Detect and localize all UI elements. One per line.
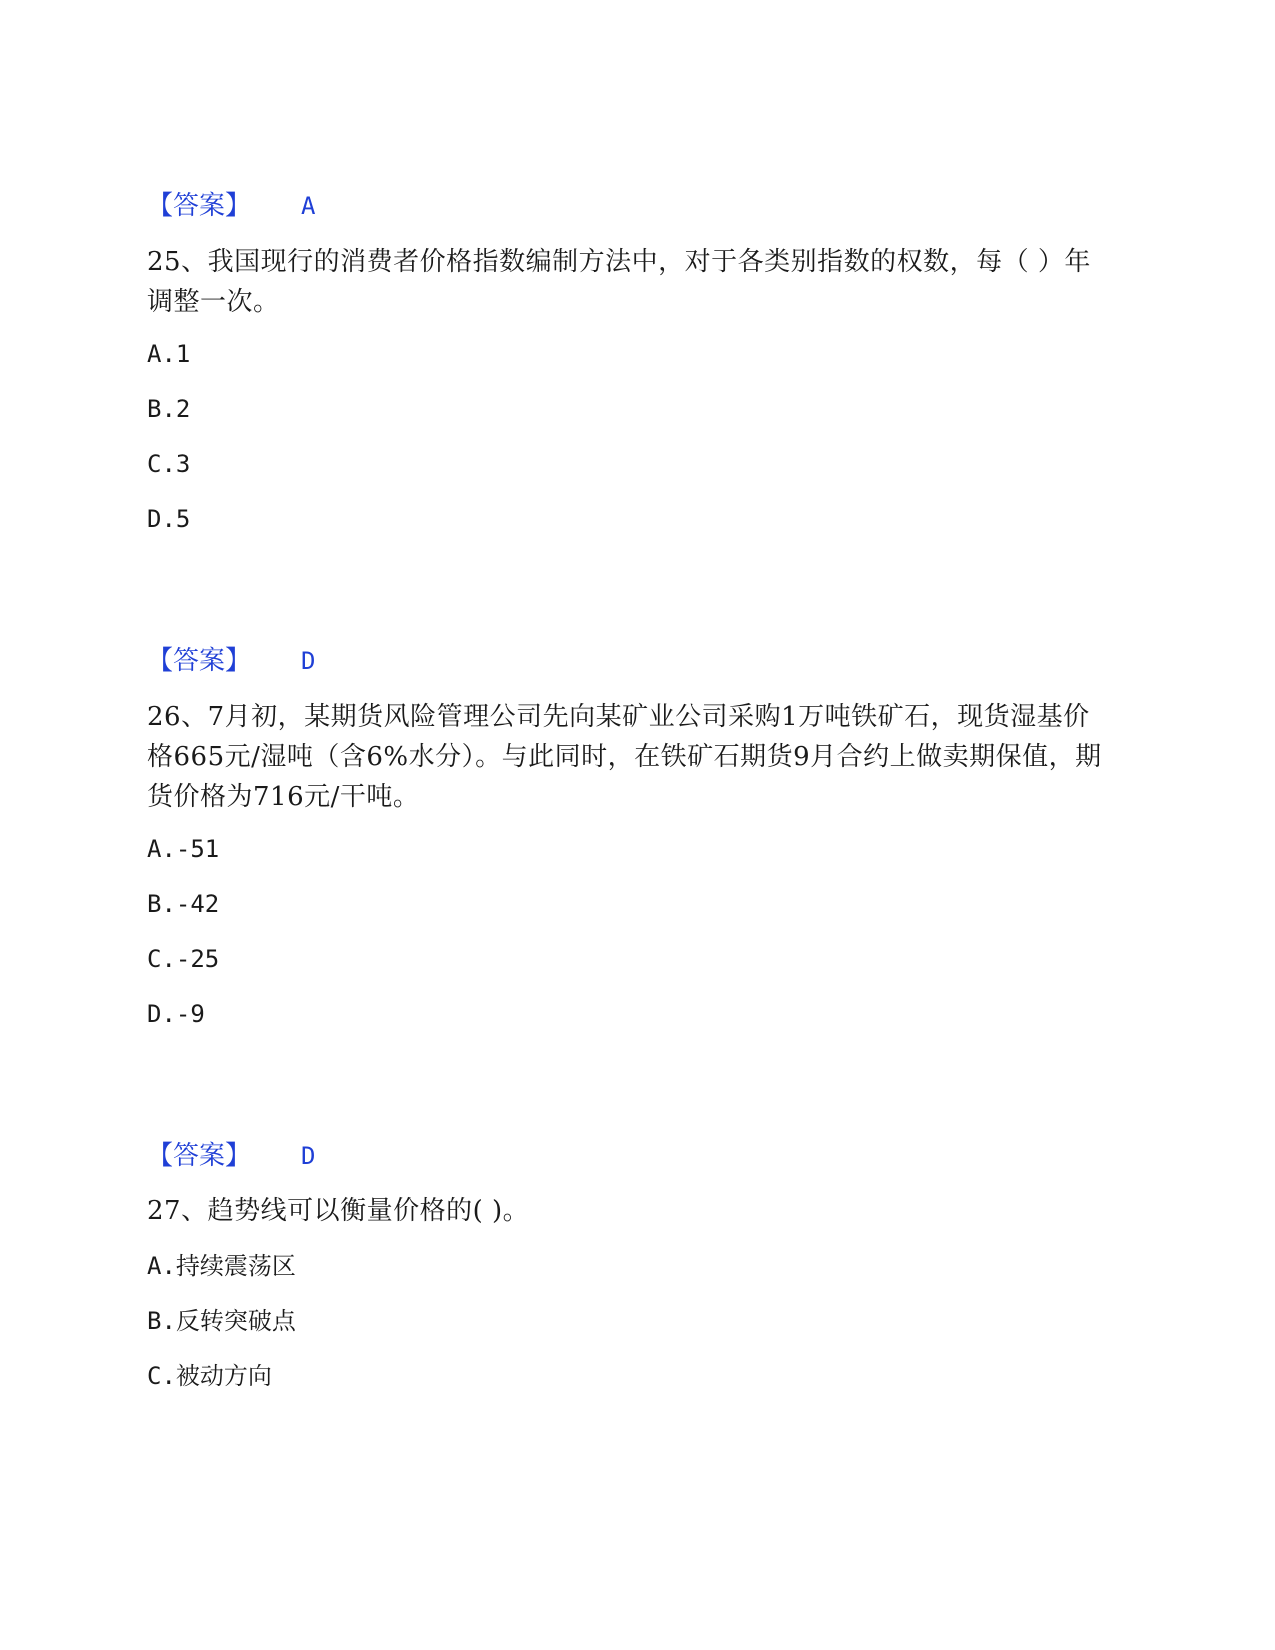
answer-value: D: [301, 1142, 316, 1170]
question-27-text: 27、趋势线可以衡量价格的( )。: [147, 1196, 530, 1226]
answer-value: D: [301, 647, 316, 675]
question-25-option-d: D.5: [147, 505, 191, 533]
question-27-option-b: B.反转突破点: [147, 1307, 296, 1335]
question-26-option-c: C.-25: [147, 945, 220, 973]
question-26-text: 26、7月初，某期货风险管理公司先向某矿业公司采购1万吨铁矿石，现货湿基价格665元/湿吨（含6%水分）。与此同时，在铁矿石期货9月合约上做卖期保值，期货价格为716元/干吨。: [147, 702, 1102, 812]
answer-line: [147, 186, 315, 226]
answer-label: 【答案】: [147, 646, 252, 676]
answer-value: A: [301, 192, 316, 220]
question-26-option-d: D.-9: [147, 1000, 205, 1028]
question-27-option-c: C.被动方向: [147, 1362, 272, 1390]
question-27-option-a: A.持续震荡区: [147, 1252, 296, 1280]
question-25-text: 25、我国现行的消费者价格指数编制方法中，对于各类别指数的权数，每（ ）年调整一次。: [147, 247, 1091, 317]
question-26-option-a: A.-51: [147, 835, 220, 863]
question-26-option-b: B.-42: [147, 890, 220, 918]
question-25-option-a: A.1: [147, 340, 191, 368]
answer-line: [147, 641, 315, 681]
question-25-option-b: B.2: [147, 395, 191, 423]
answer-label: 【答案】: [147, 1141, 252, 1171]
answer-label: 【答案】: [147, 191, 252, 221]
answer-line: [147, 1136, 315, 1176]
question-25-option-c: C.3: [147, 450, 191, 478]
